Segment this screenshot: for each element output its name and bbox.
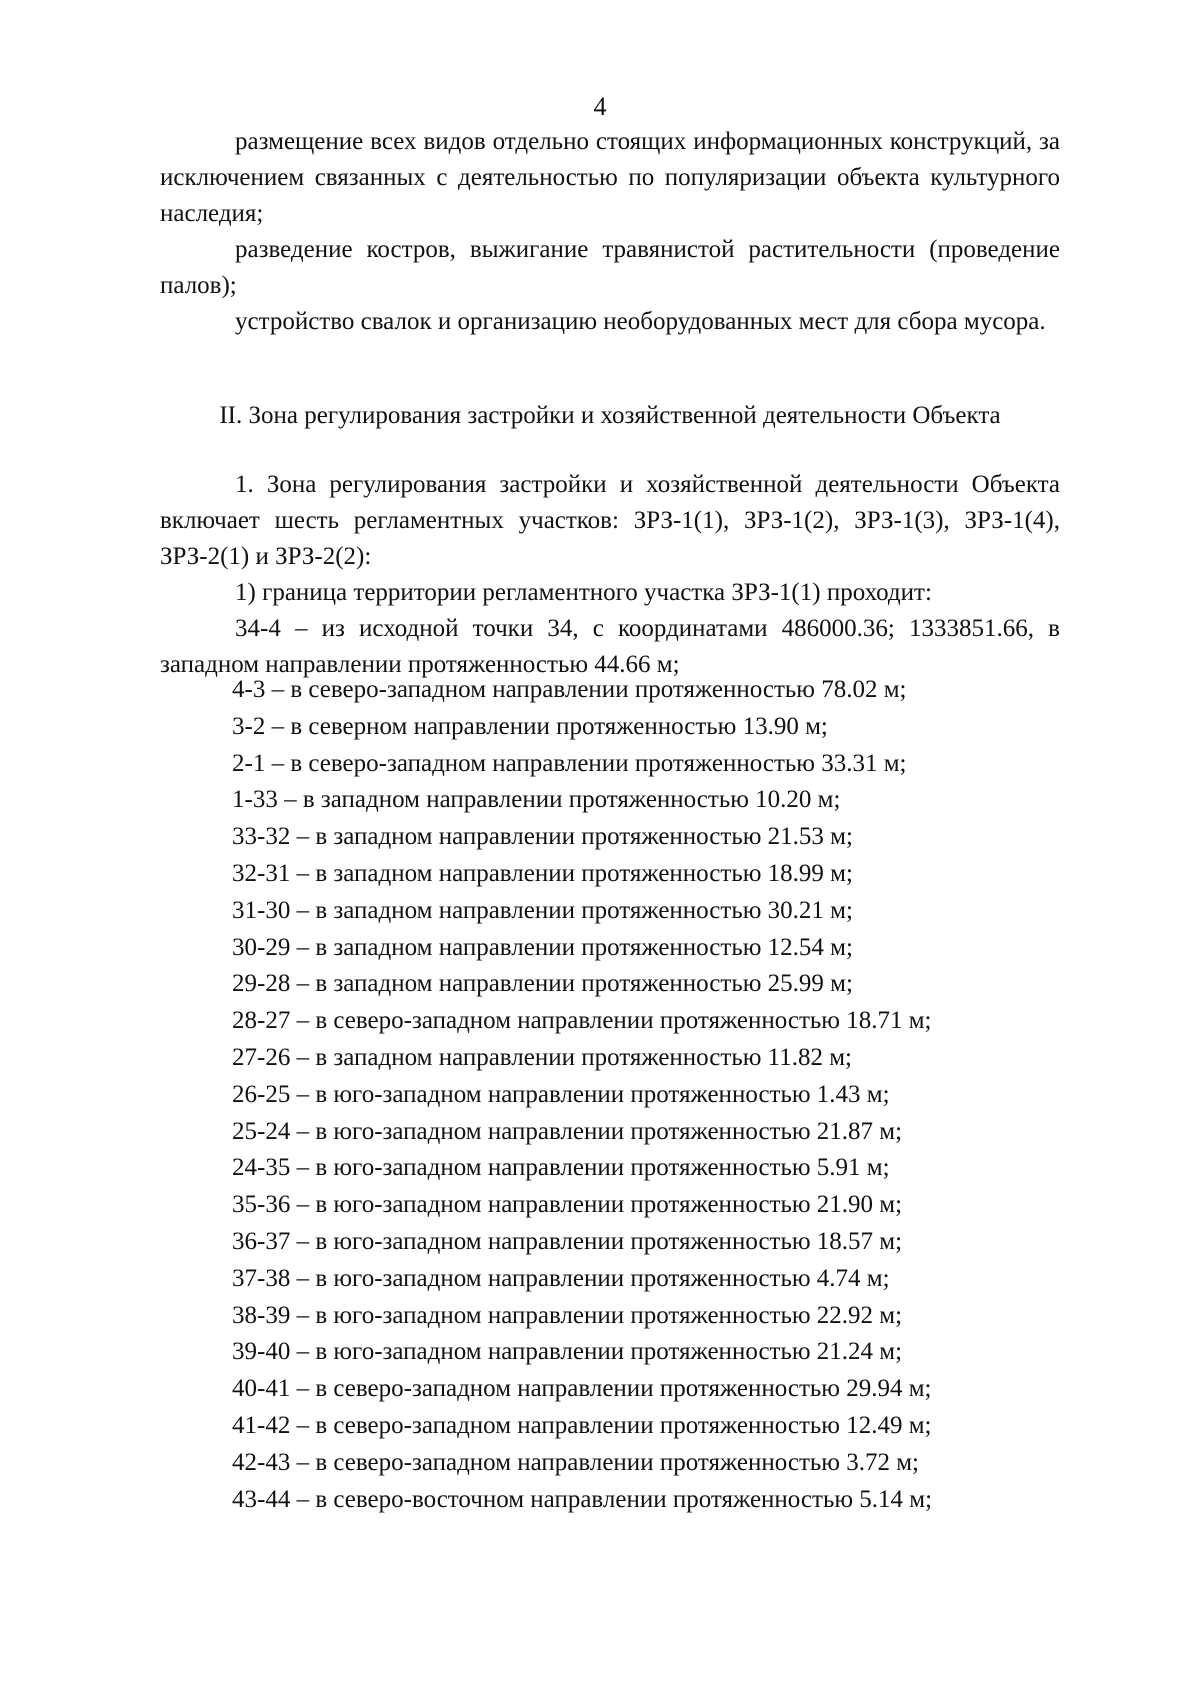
boundary-segment: 42-43 – в северо-западном направлении протяженностью 3.72 м; <box>232 1448 919 1476</box>
boundary-segment: 2-1 – в северо-западном направлении протяженностью 33.31 м; <box>232 749 907 777</box>
boundary-segment: 1-33 – в западном направлении протяженностью 10.20 м; <box>232 786 841 814</box>
boundary-segment: 36-37 – в юго-западном направлении протяженностью 18.57 м; <box>232 1227 903 1255</box>
boundary-segment: 32-31 – в западном направлении протяженностью 18.99 м; <box>232 859 853 887</box>
boundary-segment: 28-27 – в северо-западном направлении протяженностью 18.71 м; <box>232 1007 932 1035</box>
boundary-segment: 4-3 – в северо-западном направлении протяженностью 78.02 м; <box>232 676 907 703</box>
boundary-segment: 3-2 – в северном направлении протяженностью 13.90 м; <box>232 712 828 740</box>
boundary-segments-list <box>232 672 1092 1518</box>
boundary-segment: 37-38 – в юго-западном направлении протяженностью 4.74 м; <box>232 1264 890 1292</box>
restriction-item: устройство свалок и организацию необорудованных мест для сбора мусора. <box>235 308 1046 335</box>
boundary-segment: 43-44 – в северо-восточном направлении протяженностью 5.14 м; <box>232 1485 933 1513</box>
boundary-segment: 38-39 – в юго-западном направлении протяженностью 22.92 м; <box>232 1301 903 1329</box>
boundary-segment: 41-42 – в северо-западном направлении протяженностью 12.49 м; <box>232 1411 932 1439</box>
boundary-segment: 40-41 – в северо-западном направлении протяженностью 29.94 м; <box>232 1375 932 1403</box>
boundary-segment: 31-30 – в западном направлении протяженностью 30.21 м; <box>232 896 853 924</box>
restrictions-list <box>160 124 1060 340</box>
boundary-segment: 29-28 – в западном направлении протяженностью 25.99 м; <box>232 970 853 998</box>
boundary-segment: 39-40 – в юго-западном направлении протяженностью 21.24 м; <box>232 1338 903 1366</box>
boundary-segment: 27-26 – в западном направлении протяженностью 11.82 м; <box>232 1043 852 1071</box>
boundary-segment: 26-25 – в юго-западном направлении протяженностью 1.43 м; <box>232 1080 890 1108</box>
boundary-segment: 30-29 – в западном направлении протяженностью 12.54 м; <box>232 933 853 961</box>
section-intro: 1. Зона регулирования застройки и хозяйственной деятельности Объекта включает шесть регламентных участков: ЗРЗ-1(1), ЗРЗ-1(2), ЗРЗ-1(3), ЗРЗ-1(4), ЗРЗ-2(1) и ЗРЗ-2(2): <box>160 471 1060 570</box>
restriction-item: разведение костров, выжигание травянистой растительности (проведение палов); <box>160 236 1060 299</box>
page-number: 4 <box>593 92 607 121</box>
boundary-segment: 33-32 – в западном направлении протяженностью 21.53 м; <box>232 823 853 851</box>
first-boundary-segment: 34-4 – из исходной точки 34, с координатами 486000.36; 1333851.66, в западном направлении протяженностью 44.66 м; <box>160 615 1060 678</box>
boundary-segment: 24-35 – в юго-западном направлении протяженностью 5.91 м; <box>232 1154 890 1182</box>
boundary-title: 1) граница территории регламентного участка ЗРЗ-1(1) проходит: <box>235 579 932 606</box>
boundary-segment: 25-24 – в юго-западном направлении протяженностью 21.87 м; <box>232 1117 903 1145</box>
boundary-segment: 35-36 – в юго-западном направлении протяженностью 21.90 м; <box>232 1191 903 1219</box>
restriction-item: размещение всех видов отдельно стоящих информационных конструкций, за исключением связанных с деятельностью по популяризации объекта культурного наследия; <box>160 128 1060 227</box>
section-heading: II. Зона регулирования застройки и хозяйственной деятельности Объекта <box>219 402 1001 429</box>
section-body <box>160 467 1060 683</box>
